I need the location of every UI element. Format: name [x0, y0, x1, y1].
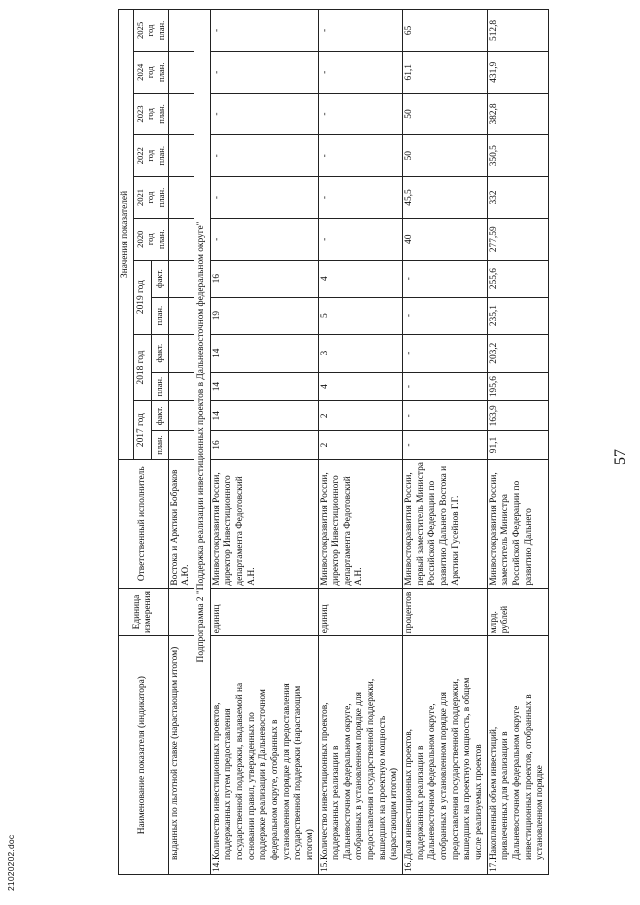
value-cell: 350,5: [487, 135, 548, 177]
value-cell: 45,5: [403, 177, 488, 219]
value-cell: -: [210, 135, 318, 177]
value-cell: 332: [487, 177, 548, 219]
value-cell: 277,59: [487, 218, 548, 260]
responsible-executor: Минвостокразвития России, директор Инвестиционного департамента Федотовский А.Н.: [210, 459, 318, 588]
col-fact-header: факт.: [151, 260, 168, 297]
value-cell: 512,8: [487, 10, 548, 52]
value-cell: 4: [318, 372, 403, 401]
value-cell: -: [210, 177, 318, 219]
col-year-plan-header: 2024 год план.: [133, 51, 168, 93]
table-row: [318, 10, 403, 875]
value-cell: 61,1: [403, 51, 488, 93]
value-cell: -: [318, 218, 403, 260]
value-cell: 19: [210, 297, 318, 334]
row-number: 14.: [211, 860, 222, 872]
value-cell: 91,1: [487, 431, 548, 460]
value-cell: -: [210, 218, 318, 260]
unit-cell: процентов: [403, 588, 488, 636]
unit-cell: единиц: [318, 588, 403, 636]
value-cell: 382,8: [487, 93, 548, 135]
value-cell: 14: [210, 334, 318, 372]
responsible-executor: Минвостокразвития России, первый заместитель Министра Российской Федерации по развитию Дальнего Востока и Арктики Гусейнов Г.Г.: [403, 459, 488, 588]
col-name-header: Наименование показателя (индикатора): [119, 636, 169, 875]
col-2019-header: 2019 год: [133, 260, 151, 334]
responsible-executor: Минвостокразвития России, директор Инвестиционного департамента Федотовский А.Н.: [318, 459, 403, 588]
value-cell: -: [403, 401, 488, 431]
value-cell: -: [210, 10, 318, 52]
col-2017-header: 2017 год: [133, 401, 151, 459]
value-cell: 50: [403, 93, 488, 135]
value-cell: 14: [210, 372, 318, 401]
value-cell: 50: [403, 135, 488, 177]
col-fact-header: факт.: [151, 334, 168, 372]
row-number: 15.: [319, 860, 330, 872]
col-plan-header: план.: [151, 431, 168, 460]
value-cell: 3: [318, 334, 403, 372]
col-2018-header: 2018 год: [133, 334, 151, 401]
col-fact-header: факт.: [151, 401, 168, 431]
row-number: 16.: [404, 860, 415, 872]
indicator-name: выданных по льготной ставке (нарастающим итогом): [168, 636, 194, 875]
indicator-name-cell: [487, 636, 548, 875]
value-cell: 163,9: [487, 401, 548, 431]
value-cell: 255,6: [487, 260, 548, 297]
table-row-continued: [168, 10, 194, 875]
value-cell: -: [318, 135, 403, 177]
value-cell: -: [403, 372, 488, 401]
col-year-plan-header: 2022 год план.: [133, 135, 168, 177]
col-responsible-header: Ответственный исполнитель: [119, 459, 169, 588]
col-unit-header: Единица измерения: [119, 588, 169, 636]
value-cell: 14: [210, 401, 318, 431]
indicator-name: Количество инвестиционных проектов, поддержанных реализации в Дальневосточном федеральном округе, отобранных в установленном порядке для предоставления государственной поддержки, вышедших на проектную мощность (нарастающим итогом): [319, 678, 400, 860]
value-cell: 195,6: [487, 372, 548, 401]
indicator-name: Количество инвестиционных проектов, поддержанных путем предоставления государственной поддержки, выдаваемой на основании правил, утвержденных по поддержке реализации в Дальневосточном федеральном округе, отобранных в установленном порядке для предоставления государственной поддержки (нарастающим итогом): [211, 682, 315, 860]
value-cell: 5: [318, 297, 403, 334]
unit-cell: млрд. рублей: [487, 588, 548, 636]
value-cell: -: [210, 93, 318, 135]
indicator-name-cell: [318, 636, 403, 875]
value-cell: -: [318, 10, 403, 52]
indicator-name: Доля инвестиционных проектов, поддержанных реализации в Дальневосточном федеральном округе, отобранных в установленном порядке для предоставления государственной поддержки, вышедших на проектную мощность, в общем числе реализуемых проектов: [404, 677, 485, 860]
value-cell: -: [210, 51, 318, 93]
col-year-plan-header: 2021 год план.: [133, 177, 168, 219]
table-row: [403, 10, 488, 875]
col-plan-header: план.: [151, 372, 168, 401]
value-cell: -: [318, 177, 403, 219]
page-number: 57: [612, 449, 629, 465]
indicators-table: [118, 9, 549, 875]
responsible-executor: Востока и Арктики Бобраков А.Ю.: [168, 459, 194, 588]
col-year-plan-header: 2020 год план.: [133, 218, 168, 260]
unit-cell: единиц: [210, 588, 318, 636]
value-cell: 4: [318, 260, 403, 297]
value-cell: 431,9: [487, 51, 548, 93]
col-plan-header: план.: [151, 297, 168, 334]
value-cell: -: [403, 334, 488, 372]
subprogram-title: Подпрограмма 2 "Поддержка реализации инвестиционных проектов в Дальневосточном федеральном округе": [194, 10, 210, 875]
value-cell: -: [318, 93, 403, 135]
table-row: [487, 10, 548, 875]
value-cell: -: [403, 431, 488, 460]
value-cell: -: [403, 297, 488, 334]
value-cell: 40: [403, 218, 488, 260]
responsible-executor: Минвостокразвития России, заместитель Министра Российской Федерации по развитию Дальнего: [487, 459, 548, 588]
subprogram-row: [194, 10, 210, 875]
col-values-header: Значения показателей: [119, 10, 134, 460]
value-cell: -: [318, 51, 403, 93]
row-number: 17.: [488, 860, 499, 872]
value-cell: -: [403, 260, 488, 297]
value-cell: 16: [210, 260, 318, 297]
indicator-rows: [210, 10, 548, 875]
value-cell: 2: [318, 401, 403, 431]
col-year-plan-header: 2025 год план.: [133, 10, 168, 52]
value-cell: 235,1: [487, 297, 548, 334]
value-cell: 203,2: [487, 334, 548, 372]
indicator-name: Накопленный объем инвестиций, привлеченных для реализации в Дальневосточном федеральном округе инвестиционных проектов, отобранных в установленном порядке: [488, 694, 546, 860]
value-cell: 2: [318, 431, 403, 460]
footer-code: 21020202.doc: [6, 834, 16, 891]
value-cell: 16: [210, 431, 318, 460]
col-year-plan-header: 2023 год план.: [133, 93, 168, 135]
indicator-name-cell: [210, 636, 318, 875]
table-row: [210, 10, 318, 875]
value-cell: 65: [403, 10, 488, 52]
indicator-name-cell: [403, 636, 488, 875]
